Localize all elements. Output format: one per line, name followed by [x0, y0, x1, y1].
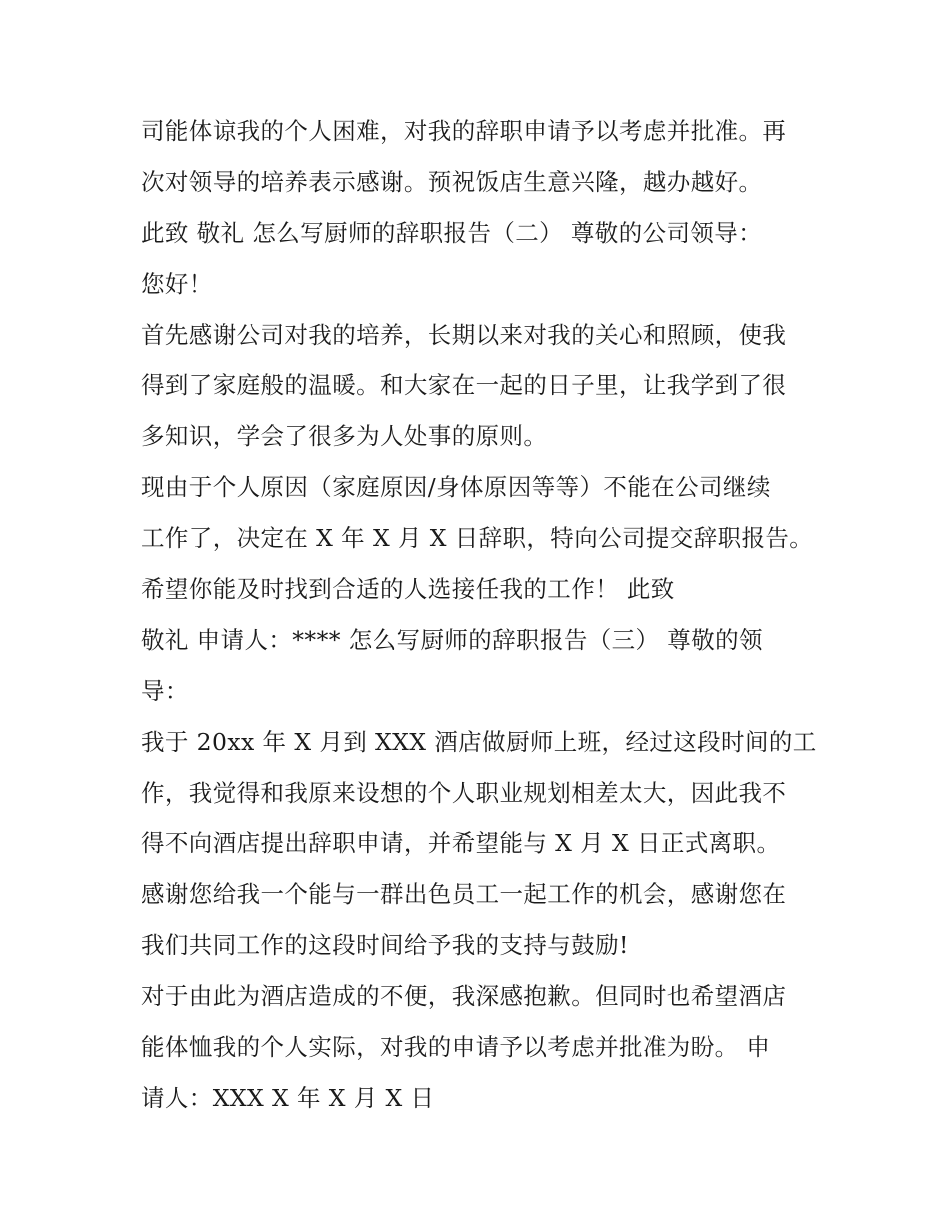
text-line: 您好！	[141, 269, 213, 298]
text-line: 得到了家庭般的温暖。和大家在一起的日子里，让我学到了很	[141, 371, 787, 400]
text-line: 现由于个人原因（家庭原因/身体原因等等）不能在公司继续	[141, 473, 771, 502]
text-line: 工作了，决定在 X 年 X 月 X 日辞职，特向公司提交辞职报告。	[141, 524, 814, 553]
text-line: 首先感谢公司对我的培养，长期以来对我的关心和照顾，使我	[141, 320, 787, 349]
text-line: 我们共同工作的这段时间给予我的支持与鼓励!	[141, 931, 629, 960]
text-line: 敬礼 申请人：**** 怎么写厨师的辞职报告（三） 尊敬的领	[141, 625, 763, 654]
text-line: 多知识，学会了很多为人处事的原则。	[141, 422, 548, 451]
text-line: 感谢您给我一个能与一群出色员工一起工作的机会，感谢您在	[141, 880, 787, 909]
text-line: 我于 20xx 年 X 月到 XXX 酒店做厨师上班，经过这段时间的工	[141, 727, 817, 756]
text-line: 请人：XXX X 年 X 月 X 日	[141, 1083, 435, 1112]
text-line: 对于由此为酒店造成的不便，我深感抱歉。但同时也希望酒店	[141, 982, 787, 1011]
document-body	[141, 106, 821, 1124]
text-line: 次对领导的培养表示感谢。预祝饭店生意兴隆，越办越好。	[141, 167, 763, 196]
text-line: 导：	[141, 676, 189, 705]
text-line: 希望你能及时找到合适的人选接任我的工作！ 此致	[141, 575, 675, 604]
text-line: 此致 敬礼 怎么写厨师的辞职报告（二） 尊敬的公司领导：	[141, 218, 763, 247]
text-line: 得不向酒店提出辞职申请，并希望能与 X 月 X 日正式离职。	[141, 829, 781, 858]
text-line: 作，我觉得和我原来设想的个人职业规划相差太大，因此我不	[141, 778, 787, 807]
text-line: 能体恤我的个人实际，对我的申请予以考虑并批准为盼。 申	[141, 1033, 771, 1062]
text-line: 司能体谅我的个人困难，对我的辞职申请予以考虑并批准。再	[141, 117, 787, 145]
